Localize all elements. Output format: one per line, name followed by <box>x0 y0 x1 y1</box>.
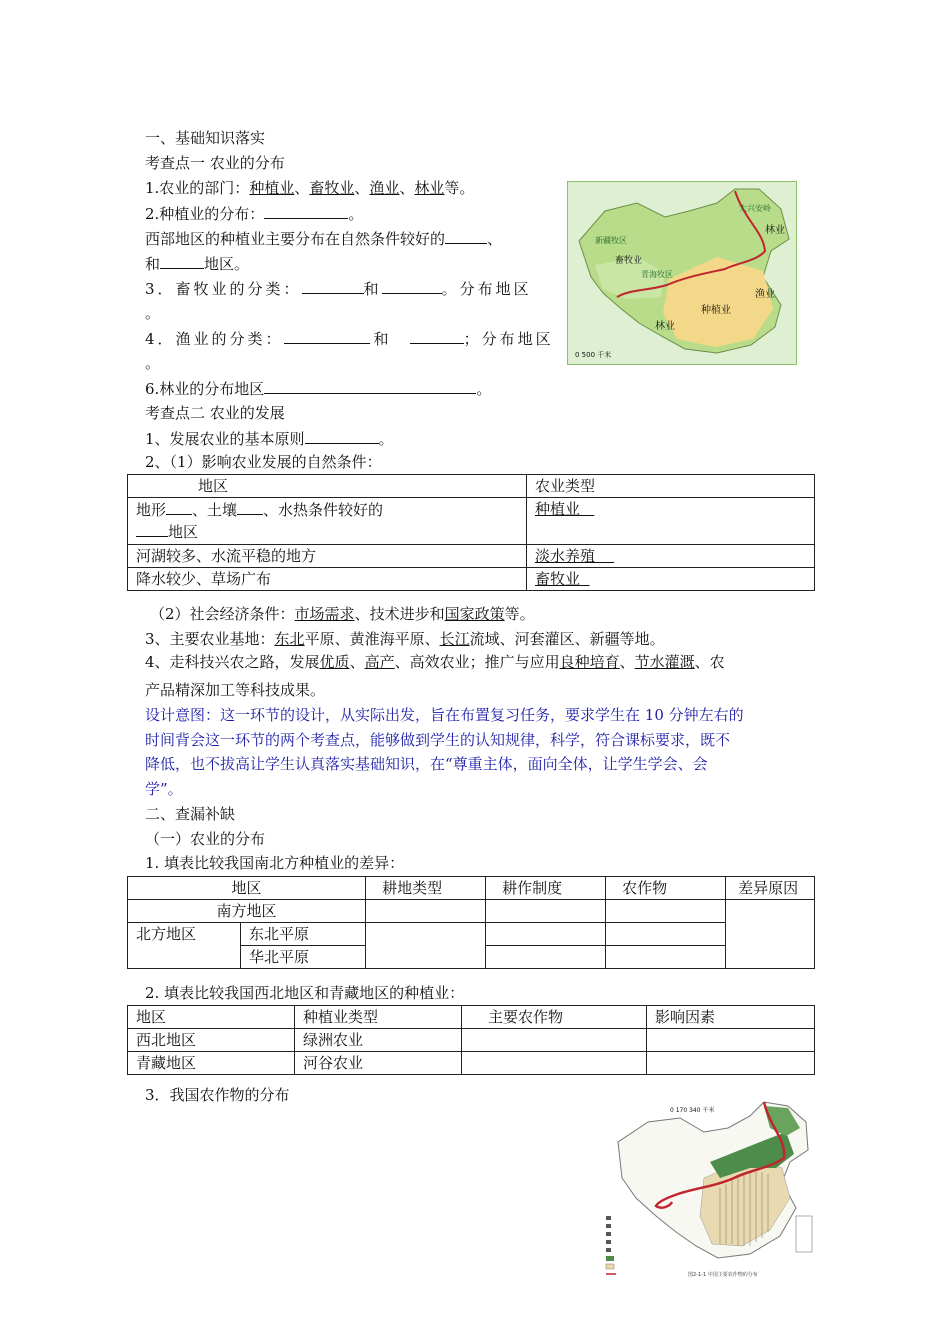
section-heading: 二、查漏补缺 <box>145 805 236 823</box>
sector-item: 种植业 <box>249 179 295 197</box>
map-label: 种植业 <box>701 305 731 316</box>
table-cell[interactable] <box>606 923 726 946</box>
table-header: 耕作制度 <box>486 877 606 900</box>
answer-blank[interactable] <box>264 203 348 219</box>
north-south-table <box>127 876 815 969</box>
question-line: 和 地区。 <box>145 255 250 273</box>
table-header: 种植业类型 <box>295 1006 462 1029</box>
question-line: 。 <box>145 304 161 322</box>
design-intent: 时间背会这一环节的两个考查点，能够做到学生的认知规律，科学，符合课标要求，既不 <box>145 731 731 749</box>
map-label: 畜牧业 <box>615 256 643 266</box>
map-label: 林业 <box>765 225 785 236</box>
sector-item: 渔业 <box>369 179 400 197</box>
table-cell: 畜牧业 <box>527 568 815 591</box>
table-header: 地区 <box>128 877 366 900</box>
map-label: 渔业 <box>755 289 775 300</box>
question-line: 西部地区的种植业主要分布在自然条件较好的 、 <box>145 230 503 248</box>
point-heading: 考查点二 农业的发展 <box>145 404 285 422</box>
table-cell: 西北地区 <box>128 1029 295 1052</box>
table-header: 农作物 <box>606 877 726 900</box>
table-cell[interactable] <box>647 1052 815 1075</box>
table-cell[interactable] <box>486 900 606 923</box>
sector-item: 畜牧业 <box>309 179 355 197</box>
question-line: 4、走科技兴农之路，发展优质、高产、高效农业；推广与应用良种培育、节水灌溉、农 <box>145 653 725 671</box>
map-label: 青海牧区 <box>641 270 673 279</box>
table-row <box>128 923 815 946</box>
point-heading: 考查点一 农业的分布 <box>145 154 285 172</box>
answer-blank[interactable] <box>410 328 464 344</box>
answer-blank[interactable] <box>136 521 168 537</box>
northwest-qingzang-table <box>127 1005 815 1075</box>
table-cell: 北方地区 <box>128 923 241 969</box>
design-intent: 降低，也不拔高让学生认真落实基础知识，在“尊重主体，面向全体，让学生学会、会 <box>145 755 708 773</box>
table-header: 农业类型 <box>527 475 815 498</box>
table-header: 地区 <box>128 475 527 498</box>
sub-heading: （一）农业的分布 <box>145 830 266 848</box>
table-cell[interactable] <box>462 1052 647 1075</box>
question-line: 2、（1）影响农业发展的自然条件： <box>145 453 382 471</box>
table-header: 影响因素 <box>647 1006 815 1029</box>
question-line: 。 <box>145 354 161 372</box>
table-row <box>128 545 815 568</box>
map-caption: 图2-1-1 中国主要农作物的分布 <box>688 1272 758 1278</box>
table-cell[interactable] <box>486 946 606 969</box>
table-cell: 绿洲农业 <box>295 1029 462 1052</box>
map-scale: 0 500 千米 <box>575 351 612 359</box>
answer-blank[interactable] <box>305 428 379 444</box>
question-line: 2. 填表比较我国西北地区和青藏地区的种植业： <box>145 984 465 1002</box>
table-cell: 地形 、土壤 、水热条件较好的 地区 <box>128 498 527 545</box>
answer-blank[interactable] <box>166 499 192 515</box>
table-row <box>128 1029 815 1052</box>
map-label: 大兴安岭 <box>739 204 771 213</box>
table-cell[interactable] <box>606 900 726 923</box>
agriculture-distribution-map <box>567 181 797 365</box>
table-cell: 青藏地区 <box>128 1052 295 1075</box>
question-line: 2.种植业的分布： 。 <box>145 205 364 223</box>
table-header: 差异原因 <box>726 877 815 900</box>
table-cell[interactable] <box>366 923 486 969</box>
question-line: 产品精深加工等科技成果。 <box>145 681 326 699</box>
table-cell[interactable] <box>366 900 486 923</box>
table-row <box>128 498 815 545</box>
table-row <box>128 900 815 923</box>
natural-conditions-table <box>127 474 815 591</box>
table-cell: 南方地区 <box>128 900 366 923</box>
design-intent: 设计意图：这一环节的设计，从实际出发，旨在布置复习任务，要求学生在 10 分钟左右的 <box>145 706 744 724</box>
answer-blank[interactable] <box>382 278 442 294</box>
map-label: 新疆牧区 <box>595 236 627 245</box>
table-cell: 河谷农业 <box>295 1052 462 1075</box>
map-scale: 0 170 340 千米 <box>670 1107 715 1114</box>
table-row <box>128 1052 815 1075</box>
answer-blank[interactable] <box>264 378 476 394</box>
crop-distribution-map <box>600 1098 815 1280</box>
question-line: 3、主要农业基地：东北平原、黄淮海平原、长江流域、河套灌区、新疆等地。 <box>145 630 665 648</box>
table-cell: 河湖较多、水流平稳的地方 <box>128 545 527 568</box>
question-line: 1. 填表比较我国南北方种植业的差异： <box>145 854 405 872</box>
design-intent: 学”。 <box>145 780 183 798</box>
question-line: 4．渔业的分类： 和 ；分布地区 <box>145 330 554 348</box>
question-line: 3．畜牧业的分类： 和 。分布地区 <box>145 280 532 298</box>
table-cell: 种植业 <box>527 498 815 545</box>
question-line: 3．我国农作物的分布 <box>145 1086 290 1104</box>
answer-blank[interactable] <box>284 328 370 344</box>
table-cell[interactable] <box>726 900 815 969</box>
question-line: 1、发展农业的基本原则 。 <box>145 430 394 448</box>
answer-blank[interactable] <box>302 278 364 294</box>
table-cell[interactable] <box>606 946 726 969</box>
table-cell: 东北平原 <box>241 923 366 946</box>
table-cell[interactable] <box>647 1029 815 1052</box>
table-cell: 淡水养殖 <box>527 545 815 568</box>
map-label: 林业 <box>655 321 675 332</box>
answer-blank[interactable] <box>445 228 487 244</box>
answer-blank[interactable] <box>237 499 263 515</box>
table-cell: 华北平原 <box>241 946 366 969</box>
question-line: 6.林业的分布地区 。 <box>145 380 492 398</box>
table-row <box>128 568 815 591</box>
table-cell[interactable] <box>462 1029 647 1052</box>
question-line: 1.农业的部门：种植业、畜牧业、渔业、林业等。 <box>145 179 475 197</box>
table-header: 耕地类型 <box>366 877 486 900</box>
table-header: 地区 <box>128 1006 295 1029</box>
sector-item: 林业 <box>414 179 445 197</box>
table-cell[interactable] <box>486 923 606 946</box>
answer-blank[interactable] <box>160 253 204 269</box>
table-cell: 降水较少、草场广布 <box>128 568 527 591</box>
question-line: （2）社会经济条件：市场需求、技术进步和国家政策等。 <box>150 605 535 623</box>
table-header: 主要农作物 <box>462 1006 647 1029</box>
section-heading: 一、基础知识落实 <box>145 129 266 147</box>
